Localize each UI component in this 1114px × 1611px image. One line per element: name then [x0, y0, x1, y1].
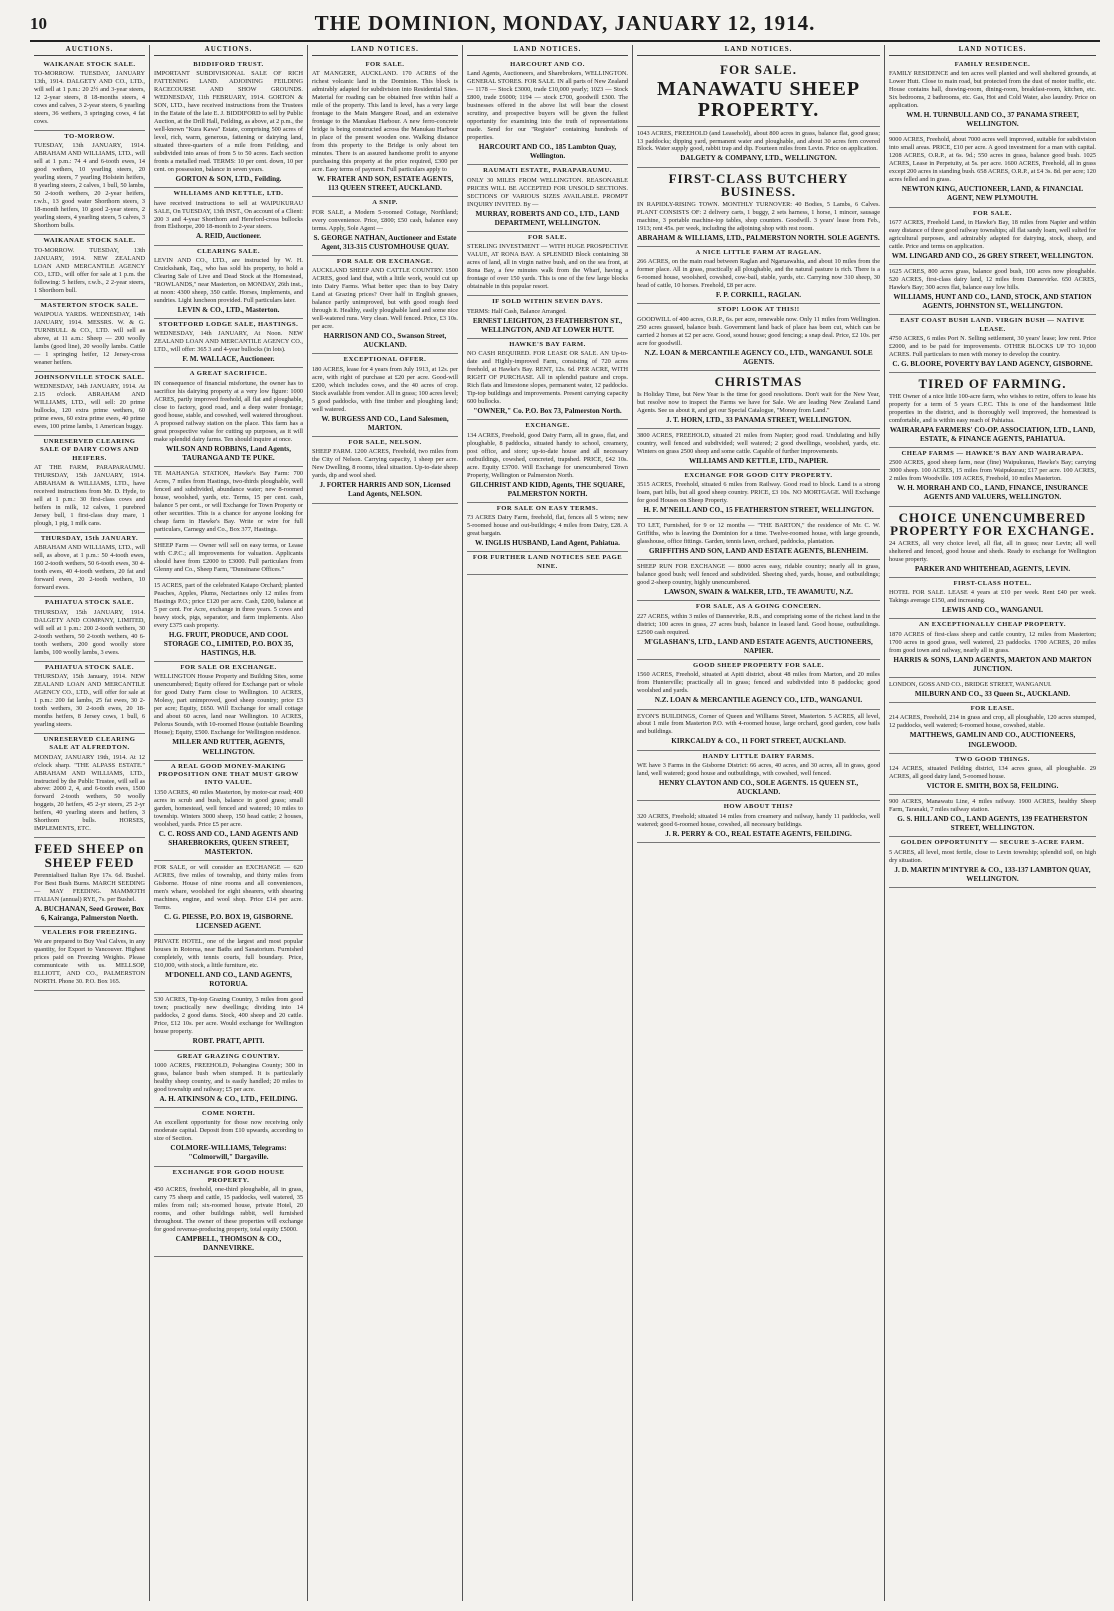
ad-title: A REAL GOOD MONEY-MAKING PROPOSITION ONE THAT MUST GROW INTO VALUE.	[158, 762, 299, 787]
ad-body: TUESDAY, 13th JANUARY, 1914. ABRAHAM AND WILLIAMS, LTD., will sell at 1 p.m.: 74 4 and 6-tooth ewes, 14 good wethers, 10 yearling steers, 20 yearling steers, 7 yearling Holstein heifers, 8 yearling steers, 2 calves, 1 bull, 50 lambs, 50 2-tooth wethers, 20 2-year heifers, r.w.b., 13 good water Shorthorn steers, 3 18-month heifers, 10 good 2-year steers, 2 yearling steers, 4 yearling steers, 5 calves, 3 Shorthorn bulls.	[34, 142, 145, 230]
ad-body: ABRAHAM AND WILLIAMS, LTD., will sell, as above, at 1 p.m.: 50 4-tooth ewes, 160 2-tooth wethers, 50 6-tooth ewes, 30 4-tooth ewes, 40 4-tooth wethers, 20 fat and forward ewes, 20 2-tooth wethers, 10 forward ewes.	[34, 544, 145, 592]
advertisement	[154, 539, 303, 579]
ad-title: STOP! LOOK AT THIS!!	[717, 306, 800, 314]
ad-title: FOR SALE.	[973, 209, 1012, 217]
advertiser-name: J. T. HORN, LTD., 33 PANAMA STREET, WELLINGTON.	[665, 415, 852, 424]
advertisement	[154, 662, 303, 761]
advertisement	[154, 59, 303, 188]
advertisement	[637, 127, 880, 168]
advertisement	[34, 597, 145, 661]
advertisement	[889, 703, 1096, 754]
advertisement	[154, 935, 303, 993]
column-3	[308, 45, 463, 1601]
advertisement	[889, 795, 1096, 837]
ad-body: AT MANGERE, AUCKLAND. 170 ACRES of the richest volcanic land in the Dominion. This block is admirably adapted for subdivision into Residential Sites. Material for roading can be obtained free within half a mile of the property. This land is level, has a very large frontage to the Main Mangere Road, and an extensive frontage to the Manukau Harbour. A new ferro-concrete bridge is being constructed across the Manukau Harbour in place of the present wooden one. Walking distance from this property to the Bridge is only about ten minutes. There is an assured handsome profit to anyone purchasing this property at the price required, £300 per acre. Easy terms of payment. Full particulars apply to	[312, 70, 458, 174]
advertiser-name: WILSON AND ROBBINS, Land Agents, TAURANGA AND TE PUKE.	[165, 444, 291, 462]
ad-body: 2500 ACRES, good sheep farm, near (fine) Waipukurau, Hawke's Bay; carrying 3000 sheep. 100 ACRES, 15 miles from Waipukurau; £17 per acre. 100 ACRES, 2 miles from Woodville. 109 ACRES, Freehold, 10 miles Masterton.	[889, 459, 1096, 483]
advertiser-name: C. G. BLOORE, POVERTY BAY LAND AGENCY, GISBORNE.	[892, 359, 1093, 368]
advertisement	[637, 601, 880, 660]
ad-body: 266 ACRES, on the main road between Raglan and Ngaruawahia, and about 10 miles from the former place. All in grass, practically all ploughable, and the natural pasture is rich. There is a 6-roomed house, woolshed, cowshed, cow-bail, stable, yards, etc. Carrying now 310 sheep, 30 head of cattle, 10 horses. Freehold, £8 per acre.	[637, 258, 880, 290]
ad-body: WAIPOUA YARDS. WEDNESDAY, 14th JANUARY, 1914. MESSRS. W. & G. TURNBULL & CO., LTD. will sell as above, at 11 a.m.: Sheep — 200 woolly lambs (good line), 20 woolly lambs. Cattle — 1 springing heifer, 12 Jersey-cross weaner heifers.	[34, 310, 145, 366]
ad-body: 3800 ACRES, FREEHOLD, situated 21 miles from Napier; good road. Undulating and hilly country, well fenced and subdivided; well watered; 2 good dwellings, woolshed, yards, etc. Winters on grass 2500 sheep and some cattle. Capable of further improvements.	[637, 431, 880, 455]
ad-title: FOR SALE OR EXCHANGE.	[180, 664, 277, 672]
advertisement	[154, 368, 303, 467]
column-2	[150, 45, 308, 1601]
advertisement	[467, 552, 628, 575]
ad-title: A SNIP.	[372, 199, 398, 207]
advertisement	[637, 304, 880, 371]
ad-title: FOR SALE.	[365, 60, 405, 68]
advertiser-name: MATTHEWS, GAMLIN AND CO., AUCTIONEERS, INGLEWOOD.	[909, 731, 1076, 749]
ad-title: EXCHANGE.	[525, 422, 570, 430]
ad-body: NO CASH REQUIRED. FOR LEASE OR SALE. AN Up-to-date and Highly-improved Farm, consisting of 720 acres freehold, at Hawke's Bay. RENT, 12s. 6d. PER ACRE, WITH RIGHT OF PURCHASE. All in splendid pasture and crops. Rich flats and limestone slopes, permanent water, 12 paddocks. Tip-top buildings and improvements. Present carrying capacity 600 bullocks.	[467, 350, 628, 406]
advertiser-name: M'GLASHAN'S, LTD., LAND AND ESTATE AGENTS, AUCTIONEERS, NAPIER.	[644, 637, 873, 655]
ad-title: AN EXCEPTIONALLY CHEAP PROPERTY.	[919, 621, 1066, 629]
ad-title: EXCHANGE FOR GOOD CITY PROPERTY.	[684, 471, 833, 479]
ad-body: 3515 ACRES, Freehold, situated 6 miles from Railway. Good road to block. Land is a strong loam, part hills, but all good sheep country. PRICE, £3 10s. NO MORTGAGE. Will Exchange for good Houses on Sheep Property.	[637, 481, 880, 505]
ad-body: TE MAHANGA STATION, Hawke's Bay Farm: 700 Acres, 7 miles from Hastings, two-thirds ploughable, well fenced and subdivided, abundance water; new 8-roomed house, woolshed, yards, etc. Terms, 15 per cent. cash, balance 5 per cent., or will Exchange for Town Property or other securities. This is a chance for anyone looking for cheap farm in Hawke's Bay. Write or wire for full particulars, Carnegy and Co., Box 377, Hastings.	[154, 469, 303, 533]
advertiser-name: CAMPBELL, THOMSON & CO., DANNEVIRKE.	[175, 1235, 282, 1253]
ad-title: GREAT GRAZING COUNTRY.	[177, 1052, 280, 1060]
advertisement	[312, 256, 458, 355]
ad-body: IMPORTANT SUBDIVISIONAL SALE OF RICH FATTENING LAND. ADJOINING FEILDING RACECOURSE AND SHOW GROUNDS. WEDNESDAY, 11th FEBRUARY, 1914. GORTON & SON, LTD., have received instructions from the Trustees in the Estate of the late E. J. BIDDIFORD to sell by Public Auction, at the Drill Hall, Feilding, as above, at 2 p.m., the well-known "Kura Kawa" Estate, comprising 500 acres of level, rich, warm, generous, fattening or dairying land, situated three-quarters of a mile from Feilding, and subdivided into areas of from 5 to 50 acres. Each section fronts a metalled road. TERMS: 10 per cent. down, 10 per cent. on possession, balance in seven years.	[154, 70, 303, 174]
advertisement	[154, 1051, 303, 1108]
ad-title: CLEARING SALE.	[196, 247, 261, 255]
ad-title: TWO GOOD THINGS.	[955, 755, 1030, 763]
ad-body: 5 ACRES, all level, most fertile, close to Levin township; splendid soil, on high dry situation.	[889, 848, 1096, 864]
advertisement	[889, 507, 1096, 578]
advertisement	[637, 519, 880, 560]
ad-title: FOR SALE, AS A GOING CONCERN.	[695, 603, 822, 611]
ad-body: HOTEL FOR SALE. LEASE 4 years at £10 per week. Rent £40 per week. Takings average £150, and increasing.	[889, 589, 1096, 605]
advertisement	[34, 838, 145, 927]
ad-body: AUCKLAND SHEEP AND CATTLE COUNTRY. 1500 ACRES, good land that, with a little work, would cut up into Dairy Farms. What better spec than to buy Dairy Land at Grazing prices? Over half in English grasses, balance partly unimproved, but with good rough feed through it. Healthy, easily ploughable land and some nice well-watered runs. Very clean. Well fenced. Price, £3 10s. per acre.	[312, 267, 458, 331]
advertiser-name: H. F. M'NEILL AND CO., 15 FEATHERSTON STREET, WELLINGTON.	[643, 506, 874, 515]
advertiser-name: WAIRARAPA FARMERS' CO-OP. ASSOCIATION, LTD., LAND, ESTATE, & FINANCE AGENTS, PAHIATUA.	[889, 425, 1096, 443]
advertiser-name: MURRAY, ROBERTS AND CO., LTD., LAND DEPARTMENT, WELLINGTON.	[475, 209, 620, 227]
advertiser-name: F. P. CORKILL, RAGLAN.	[715, 291, 802, 300]
advertisement	[154, 579, 303, 662]
advertiser-name: VICTOR E. SMITH, BOX 58, FEILDING.	[926, 782, 1059, 791]
column-5	[633, 45, 885, 1601]
advertisement	[889, 619, 1096, 678]
ad-body: MONDAY, JANUARY 19th, 1914. At 12 o'clock sharp. "THE ALPASS ESTATE." ABRAHAM AND WILLIAMS, LTD., instructed by the Public Trustee, will sell as above: 2000 2, 4, and 6-tooth ewes, 1500 forward 2-tooth wethers, 50 woolly hoggets, 20 heifers, 45 2-yr steers, 25 2-yr heifers, 40 yearling steers and heifers, 3 Shorthorn bulls. HORSES, IMPLEMENTS, ETC.	[34, 753, 145, 833]
ad-title: UNRESERVED CLEARING SALE OF DAIRY COWS AND HEIFERS.	[40, 438, 139, 462]
advertisement	[154, 1108, 303, 1167]
advertiser-name: J. R. PERRY & CO., REAL ESTATE AGENTS, FEILDING.	[665, 829, 852, 838]
ad-body: 450 ACRES, freehold, one-third ploughable, all in grass, carry 75 sheep and cattle, 15 paddocks, well watered, 35 miles from rail; six-roomed house, private Hotel, 20 rooms, and other buildings rabbit, well furnished throughout. The owner of these properties will exchange for good revenue-producing property, total equity £5000.	[154, 1186, 303, 1234]
advertisement	[467, 296, 628, 339]
advertiser-name: W. H. MORRAH AND CO., LAND, FINANCE, INSURANCE AGENTS AND VALUERS, WELLINGTON.	[897, 484, 1088, 502]
ad-body: TO LET, Furnished, for 9 or 12 months — "THE BARTON," the residence of Mr. C. W. Griffiths, who is leaving the Dominion for a time. Twelve-roomed house, with large grounds, glasshouse, office fittings. Garden, tennis lawn, orchard, paddocks, plantation.	[637, 522, 880, 546]
ad-body: An excellent opportunity for those now receiving only moderate capital. Deposit from £10 upwards, according to size of Section.	[154, 1119, 303, 1143]
ad-title: HANDY LITTLE DAIRY FARMS.	[702, 752, 815, 760]
ad-body: Perennialised Italian Rye 17s. 6d. Bushel. For Best Bush Burns. MARCH SEEDING — MAY FEEDING. MAMMOTH ITALIAN (annual) RYE, 7s. per Bushel.	[34, 871, 145, 903]
advertisement	[467, 232, 628, 296]
ad-title: TIRED OF FARMING.	[918, 376, 1067, 392]
ad-body: 24 ACRES, all very choice level, all flat, all in grass; near Levin; all well sheltered and fenced, good house and sheds. Ready to exchange for Wellington house property.	[889, 539, 1096, 563]
advertiser-name: MANAWATU SHEEP PROPERTY.	[656, 77, 861, 121]
ad-body: TERMS: Half Cash, Balance Arranged.	[467, 307, 567, 315]
advertiser-name: S. GEORGE NATHAN, Auctioneer and Estate Agent, 313-315 CUSTOMHOUSE QUAY.	[313, 233, 457, 251]
advertiser-name: PARKER AND WHITEHEAD, AGENTS, LEVIN.	[914, 564, 1071, 573]
advertisement	[312, 354, 458, 437]
ad-body: Is Holiday Time, but New Year is the time for good resolutions. Don't wait for the New Year, but resolve now to inspect the Farms we have for Sale. We are leading New Zealand Land Agents. See us about it, and get our Special Catalogue, "Money from Land."	[637, 390, 880, 414]
ad-title: HAWKE'S BAY FARM.	[509, 340, 586, 348]
advertisement	[312, 59, 458, 197]
advertisement	[637, 660, 880, 709]
advertiser-name: LEVIN & CO., LTD., Masterton.	[177, 305, 280, 314]
advertisement	[889, 315, 1096, 373]
ad-title: HARCOURT AND CO.	[510, 60, 585, 68]
ad-body: 227 ACRES, within 3 miles of Dannevirke, R.B., and comprising some of the richest land in the district; 100 acres in grass, 27 acres bush, balance in leased land. Good house, outbuildings. £2500 cash required.	[637, 612, 880, 636]
ad-body: 320 ACRES, Freehold; situated 14 miles from creamery and railway, handy 11 paddocks, well watered; good 6-roomed house, cowshed, all necessary buildings.	[637, 812, 880, 828]
advertiser-name: N.Z. LOAN & MERCANTILE AGENCY CO., LTD., WANGANUI. SOLE AGENTS.	[644, 348, 873, 366]
column-heading: AUCTIONS.	[34, 45, 145, 56]
ad-title: GOLDEN OPPORTUNITY — SECURE 3-ACRE FARM.	[900, 839, 1085, 847]
ad-body: FOR SALE, a Modern 5-roomed Cottage, Northland; every convenience. Price, £800; £50 cash, balance easy terms. Apply, Sole Agent —	[312, 208, 458, 232]
advertiser-name: GORTON & SON, LTD., Feilding.	[175, 175, 282, 184]
advertiser-name: M'DONELL AND CO., LAND AGENTS, ROTORUA.	[165, 971, 292, 989]
ad-title: FOR SALE.	[720, 61, 797, 77]
ad-title: FIRST-CLASS BUTCHERY BUSINESS.	[668, 170, 849, 200]
advertiser-name: WM. LINGARD AND CO., 26 GREY STREET, WELLINGTON.	[891, 251, 1094, 260]
advertiser-name: LEWIS AND CO., WANGANUI.	[942, 606, 1043, 615]
ad-title: PAHIATUA STOCK SALE.	[45, 599, 134, 607]
advertisement	[154, 761, 303, 861]
ad-title: FIRST-CLASS HOTEL.	[953, 579, 1032, 587]
column-heading: LAND NOTICES.	[637, 45, 880, 56]
ad-title: WAIKANAE STOCK SALE.	[43, 237, 136, 245]
advertisement	[34, 372, 145, 436]
advertiser-name: C. G. PIESSE, P.O. BOX 19, GISBORNE. LICENSED AGENT.	[164, 912, 293, 931]
advertiser-name: HARRIS & SONS, LAND AGENTS, MARTON AND MARTON JUNCTION.	[893, 655, 1092, 673]
advertisement	[34, 734, 145, 839]
ad-body: 1560 ACRES, Freehold, situated at Apiti district, about 48 miles from Marton, and 20 miles from Hunterville; practically all in grass; fenced and subdivided into 8 paddocks; good woolshed and yards.	[637, 671, 880, 695]
ad-title: CHRISTMAS	[714, 373, 803, 389]
advertiser-name: KIRKCALDY & CO., 11 FORT STREET, AUCKLAND.	[671, 737, 846, 746]
ad-body: TO-MORROW. TUESDAY, 13th JANUARY, 1914. NEW ZEALAND LOAN AND MERCANTILE AGENCY CO., LTD., will offer for sale at 1 p.m. the following: 5 heifers, r.w.b., 2 2-year steers, 1 Shorthorn bull.	[34, 246, 145, 294]
advertiser-name: G. S. HILL AND CO., LAND AGENTS, 139 FEATHERSTON STREET, WELLINGTON.	[897, 815, 1088, 833]
ad-title: RAUMATI ESTATE, PARAPARAUMU.	[483, 167, 612, 175]
ad-body: LEVIN AND CO., LTD., are instructed by W. H. Cruickshank, Esq., who has sold his property, to hold a Clearing Sale of Live and Dead Stock at the Homestead, "ROWLANDS," near Masterton, on MONDAY, 26th inst., at noon: 4300 sheep, 350 cattle. Horses, implements, and sundries. Light luncheon provided. Full particulars later.	[154, 256, 303, 304]
ad-title: A GREAT SACRIFICE.	[189, 370, 268, 378]
advertisement	[637, 371, 880, 429]
advertisement	[34, 927, 145, 991]
ad-body: STERLING INVESTMENT — WITH HUGE PROSPECTIVE VALUE, AT RONA BAY. A SPLENDID Block containing 38 acres of land, all in virgin native bush, and on the sea front, at Rona Bay, a few minutes walk from the Wharf, having a frontage of over 150 yards. This is one of the few large blocks obtainable in this popular resort.	[467, 243, 628, 291]
ad-title: CHOICE UNENCUMBERED PROPERTY FOR EXCHANGE.	[890, 509, 1095, 539]
ad-title: COME NORTH.	[201, 1109, 256, 1117]
ad-title: TO-MORROW.	[64, 133, 115, 141]
ad-body: ONLY 30 MILES FROM WELLINGTON. REASONABLE PRICES WILL BE ACCEPTED FOR UNSOLD SECTIONS. SECTIONS OF VARIOUS SIZES AVAILABLE. PROMPT INQUIRY INVITED. By —	[467, 176, 628, 208]
advertisement	[467, 59, 628, 166]
advertiser-name: W. FRATER AND SON, ESTATE AGENTS, 113 QUEEN STREET, AUCKLAND.	[316, 175, 454, 193]
advertisement	[34, 235, 145, 299]
ad-body: WELLINGTON House Property and Building Sites, some unencumbered; Equity offered for Exchange part or whole for good Dairy Farm close to Wellington. 10 ACRES, Molesy, part unimproved, good sheep country; price £3 per acre; Equity, £650. Will Exchange for small cottage and about 60 acres, land near Wellington. 10 ACRES, Pelorus Sounds, with 10-roomed House (suitable Boarding House); Equity, £500. Exchange for Wellington residence.	[154, 673, 303, 737]
ad-title: STORTFORD LODGE SALE, HASTINGS.	[158, 321, 299, 329]
ad-body: 530 ACRES, Tip-top Grazing Country, 3 miles from good town; practically new dwellings; dividing into 14 paddocks, 2 good dams. Stock, 400 sheep and 20 cattle. Price, £12 10s. per acre. Would exchange for Wellington house property.	[154, 996, 303, 1036]
ad-body: 124 ACRES, situated Feilding district, 134 acres grass, all ploughable. 29 ACRES, all good dairy land, 5-roomed house.	[889, 765, 1096, 781]
ad-body: PRIVATE HOTEL, one of the largest and most popular houses in Rotorua, near Baths and Sanatorium. Furnished completely, with tennis courts, full boundary. Price, £10,000, with stock, a little furniture, etc.	[154, 938, 303, 970]
advertisement	[889, 578, 1096, 619]
advertiser-name: F. M. WALLACE, Auctioneer.	[182, 355, 275, 364]
advertisement	[34, 59, 145, 131]
advertisement	[154, 467, 303, 539]
advertisement	[889, 678, 1096, 703]
ad-body: WE have 3 Farms in the Gisborne District: 66 acres, 40 acres, and 30 acres, all in grass, good land, well watered; good house and outbuildings, with cowshed, well fenced.	[637, 761, 880, 777]
advertiser-name: W. INGLIS HUSBAND, Land Agent, Pahiatua.	[475, 539, 620, 548]
advertiser-name: N.Z. LOAN & MERCANTILE AGENCY CO., LTD., WANGANUI.	[654, 696, 863, 705]
advertisement	[154, 1167, 303, 1258]
ad-body: Land Agents, Auctioneers, and Sharebrokers, WELLINGTON. GENERAL STORES. FOR SALE. IN all parts of New Zealand — 1178 — Stock £3000, trade £10,000 yearly; 1023 — Stock £800, trade £6000; 1194 — stock £700, goodwill £300. The businesses offered in the above list will bear the closest scrutiny, and prospective buyers will be given the fullest opportunity for examining into the truth of representations made. Send for our "Register" containing hundreds of properties.	[467, 70, 628, 142]
ad-title: FAMILY RESIDENCE.	[954, 60, 1031, 68]
ad-body: WEDNESDAY, 14th JANUARY, 1914. At 2.15 o'clock. ABRAHAM AND WILLIAMS, LTD., will sell: 20 prime bullocks, 120 extra prime wethers, 60 prime ewes, 60 extra prime ewes, 40 prime ewes, 100 prime lambs, 1 American buggy.	[34, 383, 145, 431]
advertiser-name: J. D. MARTIN M'INTYRE & CO., 133-137 LAMBTON QUAY, WELLINGTON.	[894, 865, 1091, 883]
advertisement	[889, 208, 1096, 265]
ad-body: 1000 ACRES, FREEHOLD, Pohangina County; 300 in grass, balance bush when stumped. It is particularly healthy sheep country, and is easily handled; 20 miles to good township and railway; £5 per acre.	[154, 1061, 303, 1093]
column-heading: LAND NOTICES.	[467, 45, 628, 56]
advertiser-name: GRIFFITHS AND SON, LAND AND ESTATE AGENTS, BLENHEIM.	[649, 547, 868, 556]
ad-body: 4750 ACRES, 6 miles Port N. Selling settlement, 30 years' lease; low rent. Price £2000, and to be paid for improvements. OTHER BLOCKS UP TO 10,000 ACRES. Full particulars to men with money to develop the country.	[889, 335, 1096, 358]
advertisement	[637, 470, 880, 519]
column-6	[885, 45, 1100, 1601]
advertisement	[889, 754, 1096, 795]
advertisement	[154, 246, 303, 319]
ad-title: FOR LEASE.	[970, 705, 1015, 713]
ad-title: HOW ABOUT THIS?	[723, 803, 794, 811]
ad-body: GOODWILL of 400 acres, O.R.P., 6s. per acre, renewable now. Only 11 miles from Wellington. 250 acres grassed, balance bush. Government land back of place has been cut, which can be carried 2 horses at £2 per acre. Good, sound house; good fencing; a snap deal. Price, £2 10s. per acre for goodwill.	[637, 315, 880, 347]
ad-title: EXCHANGE FOR GOOD HOUSE PROPERTY.	[172, 1168, 285, 1184]
advertisement	[34, 533, 145, 597]
advertisement	[889, 59, 1096, 134]
advertisement	[889, 265, 1096, 315]
advertiser-name: HARCOURT AND CO., 185 Lambton Quay, Wellington.	[478, 143, 617, 161]
advertiser-name: WILLIAMS, HUNT AND CO., LAND, STOCK, AND STATION AGENTS, JOHNSTON ST., WELLINGTON.	[893, 293, 1092, 311]
advertiser-name: COLMORE-WILLIAMS, Telegrams: "Colmorwill," Dargaville.	[170, 1144, 287, 1162]
advertisement	[312, 197, 458, 256]
advertiser-name: WILLIAMS AND KETTLE, LTD., NAPIER.	[688, 456, 829, 465]
ad-title: FOR SALE, NELSON.	[348, 438, 422, 446]
advertisement	[34, 131, 145, 235]
advertiser-name: DALGETY & COMPANY, LTD., WELLINGTON.	[680, 154, 837, 163]
ad-title: FOR SALE.	[528, 233, 567, 241]
advertiser-name: MILBURN AND CO., 33 Queen St., AUCKLAND.	[914, 689, 1071, 698]
advertiser-name: ROBT. PRATT, APITI.	[192, 1037, 265, 1046]
ad-body: THURSDAY, 15th January, 1914. NEW ZEALAND LOAN AND MERCANTILE AGENCY CO., LTD., will offer for sale at 1 p.m.: 200 fat lambs, 25 fat ewes, 30 2-tooth wethers, 30 2-tooth ewes, 20 18-months heifers, 8 Jersey cows, 1 bull, 6 yearling steers.	[34, 672, 145, 728]
advertisement	[889, 373, 1096, 448]
advertisement	[154, 319, 303, 368]
advertisement	[312, 437, 458, 504]
advertisement	[467, 420, 628, 503]
advertisement	[154, 993, 303, 1050]
ad-title: PAHIATUA STOCK SALE.	[45, 663, 134, 671]
ad-title: GOOD SHEEP PROPERTY FOR SALE.	[692, 662, 825, 670]
ad-body: 134 ACRES, Freehold, good Dairy Farm, all in grass, flat, and ploughable, 8 paddocks, situated handy to school, creamery, post office, and store; up-to-date house and all necessary outbuildings, cowshed, concreted, trapshed. PRICE, £42 10s. acre. Equity £3700. Will Exchange for unencumbered Town Property, Wellington or Palmerston North.	[467, 431, 628, 479]
advertiser-name: H.G. FRUIT, PRODUCE, AND COOL STORAGE CO., LIMITED, P.O. BOX 35, HASTINGS, H.B.	[163, 630, 294, 657]
ad-body: 1350 ACRES, 40 miles Masterton, by motor-car road; 400 acres in scrub and bush, balance in good grass; small garden, homestead, well fenced and watered; 10 miles to township. Winters 3000 sheep, 150 head cattle; 2 houses, woolshed, yards. Price £5 per acre.	[154, 788, 303, 828]
ad-body: IN RAPIDLY-RISING TOWN. MONTHLY TURNOVER: 40 Bodies, 5 Lambs, 6 Calves. PLANT CONSISTS OF: 2 delivery carts, 1 buggy, 2 sets harness, 1 horse, 1 mincer, sausage machine, 3 portable machine-top tables, shop counters. Goodwill. 3 years' lease from Feb., 1913; rent 45s. per week, including the adjoining shop with rest room.	[637, 200, 880, 232]
advertisement	[467, 503, 628, 552]
advertiser-name: HENRY CLAYTON AND CO., SOLE AGENTS. 15 QUEEN ST., AUCKLAND.	[658, 778, 859, 797]
column-heading: LAND NOTICES.	[312, 45, 458, 56]
ad-body: FOR SALE, or will consider an EXCHANGE — 620 ACRES, five miles of township, and thirty miles from Gisborne. House of nine rooms and all conveniences, men's whare, woolshed for eight shearers, with shearing machines, engine, and wool shop. Price £14 per acre. Terms.	[154, 864, 303, 911]
advertiser-name: J. FORTER HARRIS AND SON, Licensed Land Agents, NELSON.	[319, 481, 451, 499]
ad-body: IN consequence of financial misfortune, the owner has to sacrifice his dairying property at a very low figure: 1000 ACRES, partly improved freehold, all flat and ploughable, close to factory, good road, and a deep water frontage; good house, stable, and cowshed, well watered throughout. A proposed railway station on the place. This farm has a great prospective value for cutting up purposes, as it will make splendid dairy farms. Ten should inquire at once.	[154, 379, 303, 443]
ad-body: 900 ACRES, Manawatu Line, 4 miles railway. 1900 ACRES, healthy Sheep Farm, Taranaki, 7 miles railway station.	[889, 798, 1096, 814]
advertiser-name: A. BUCHANAN, Seed Grower, Box 6, Kairanga, Palmerston North.	[35, 904, 144, 922]
advertisement	[889, 133, 1096, 207]
advertiser-name: LAWSON, SWAIN & WALKER, LTD., TE AWAMUTU, N.Z.	[664, 588, 853, 597]
advertisement	[637, 168, 880, 247]
ad-body: WEDNESDAY, 14th JANUARY, At Noon. NEW ZEALAND LOAN AND MERCANTILE AGENCY CO., LTD., will offer: 365 3 and 4-year bullocks (in lots).	[154, 330, 303, 354]
ad-body: THURSDAY, 15th JANUARY, 1914. DALGETY AND COMPANY, LIMITED, will sell at 1 p.m.: 200 2-tooth wethers, 30 2-tooth wethers, 50 2-tooth wethers, 40 6-tooth wethers, 200 good woolly store lambs, 100 woolly lambs, 3 ewes.	[34, 608, 145, 656]
advertisement	[637, 801, 880, 842]
advertisement	[467, 339, 628, 420]
advertiser-name: A. H. ATKINSON & CO., LTD., FEILDING.	[159, 1094, 298, 1103]
ad-title: FOR FURTHER LAND NOTICES SEE PAGE NINE.	[472, 554, 623, 570]
ad-title: EXCEPTIONAL OFFER.	[343, 356, 427, 364]
advertiser-name: A. REID, Auctioneer.	[195, 232, 262, 241]
ad-title: JOHNSONVILLE STOCK SALE.	[34, 373, 145, 381]
columns	[30, 45, 1100, 1601]
advertiser-name: HARRISON AND CO., Swanson Street, AUCKLAND.	[323, 332, 447, 350]
advertiser-name: MILLER AND RUTTER, AGENTS, WELLINGTON.	[172, 738, 285, 756]
ad-body: 9000 ACRES, Freehold, about 7000 acres well improved, suitable for subdivision into small areas. PRICE, £10 per acre. A good investment for a man with capital. 1208 ACRES, O.R.P., at 6s. 9d.; 550 acres in grass, balance good bush. 1025 ACRES, Lease in Perpetuity, at 5s. per acre. 1600 ACRES, Freehold, all in grass except 200 acres in standing bush. 658 ACRES, O.R.P., at £4 3s. 8d. per acre; 120 acres felled and in grass.	[889, 136, 1096, 184]
advertisement	[467, 165, 628, 232]
ad-body: THE Owner of a nice little 100-acre farm, who wishes to retire, offers to lease his property for a term of 5 years C.P.C. This is one of the handsomest little properties in the district, and is thoroughly well improved, the homestead is comfortable, and is within easy reach of Pahiatua.	[889, 392, 1096, 424]
column-heading: LAND NOTICES.	[889, 45, 1096, 56]
ad-body: SHEEP Farm — Owner will sell on easy terms, or Lease with C.P.C.; all improvements for valuation. Applicants should have from £2000 to £3000. Full particulars from Glenny and Co., Sheep Farm, "Dunsinane Offices."	[154, 541, 303, 573]
ad-title: WAIKANAE STOCK SALE.	[43, 60, 136, 68]
ad-body: We are prepared to Buy Veal Calves, in any quantity, for Export to Vancouver. Highest prices paid on Freezing Weights. Please communicate with us. MELLSOP, ELLIOTT, AND CO., PALMERSTON NORTH. Phone 30. P.O. Box 165.	[34, 938, 145, 986]
ad-title: UNRESERVED CLEARING SALE AT ALFREDTON.	[43, 735, 136, 752]
page-number: 10	[30, 14, 47, 33]
advertisement	[154, 188, 303, 245]
advertiser-name: ERNEST LEIGHTON, 23 FEATHERSTON ST., WELLINGTON, AND AT LOWER HUTT.	[472, 316, 623, 334]
ad-body: AT THE FARM, PARAPARAUMU. THURSDAY, 15th JANUARY, 1914. ABRAHAM & WILLIAMS, LTD., have received instructions from Mr. D. Hyde, to sell at 1 p.m.: 30 first-class cows and heifers in milk, 12 calves, 1 purebred Jersey bull, 1 first-class dray mare, 1 plough, 1 pig, 1 milk cans.	[34, 464, 145, 528]
advertisement	[637, 247, 880, 304]
ad-body: SHEEP FARM. 1200 ACRES, Freehold, two miles from the City of Nelson. Carrying capacity, 1 sheep per acre. New Dwelling, 8 rooms, ideal situation. Up-to-date sheep yards, dip and wool shed.	[312, 448, 458, 480]
advertisement	[637, 560, 880, 601]
ad-title: WILLIAMS AND KETTLE, LTD.	[173, 190, 284, 198]
ad-body: 180 ACRES, lease for 4 years from July 1913, at 12s. per acre, with right of purchase at £20 per acre. Good-will £200, which includes cows, and the 40 acres of crop. Stock available from vendor. All in grass; 100 acres level; 5 good paddocks, with fine timber and ploughing land; well watered.	[312, 365, 458, 413]
ad-title: A NICE LITTLE FARM AT RAGLAN.	[695, 248, 822, 256]
advertiser-name: W. BURGESS AND CO., Land Salesmen, MARTON.	[321, 414, 449, 432]
newspaper-title: THE DOMINION, MONDAY, JANUARY 12, 1914.	[314, 11, 816, 35]
advertisement	[34, 436, 145, 533]
ad-title: MASTERTON STOCK SALE.	[40, 301, 139, 309]
column-1	[30, 45, 150, 1601]
ad-body: LONDON, GOSS AND CO., BRIDGE STREET, WANGANUI.	[889, 681, 1052, 688]
advertiser-name: ABRAHAM & WILLIAMS, LTD., PALMERSTON NORTH. SOLE AGENTS.	[637, 233, 880, 242]
advertisement	[154, 861, 303, 935]
ad-body: FAMILY RESIDENCE and ten acres well planted and well sheltered grounds, at Lower Hutt. Close to main road, but protected from the dust of motor traffic, etc. House contains hall, drawing-room, dining-room, breakfast-room, kitchen, etc. Six bedrooms, 2 bathrooms, etc. Gas, Hot and Cold Water, also laundry. Price on application.	[889, 70, 1096, 110]
advertisement	[34, 300, 145, 372]
ad-body: TO-MORROW. TUESDAY, JANUARY 13th, 1914. DALGETY AND CO., LTD., will sell at 1 p.m.: 20 2½ and 3-year steers, 12 2-year steers, 8 18-months steers, 4 cows and calves, 3 2-year steers, 6 yearling steers, 36 wethers, 3 springing cows, 4 fat cows.	[34, 70, 145, 126]
ad-title: BIDDIFORD TRUST.	[193, 60, 264, 68]
advertiser-name: NEWTON KING, AUCTIONEER, LAND, & FINANCIAL AGENT, NEW PLYMOUTH.	[901, 185, 1084, 203]
ad-body: 1870 ACRES of first-class sheep and cattle country, 12 miles from Masterton; 1700 acres in good grass, well watered, 23 paddocks. 1700 ACRES, 20 miles from good town and railway, nearly all in grass.	[889, 630, 1096, 654]
advertiser-name: WM. H. TURNBULL AND CO., 37 PANAMA STREET, WELLINGTON.	[906, 111, 1079, 129]
ad-body: 73 ACRES Dairy Farm, freehold, flat, fences all 5 wires; new 5-roomed house and out-buildings; 4 miles from Dairy, £28. A great bargain.	[467, 514, 628, 538]
advertiser-name: C. C. ROSS AND CO., LAND AGENTS AND SHAREBROKERS, QUEEN STREET, MASTERTON.	[158, 829, 299, 856]
advertisement	[637, 429, 880, 470]
ad-body: SHEEP RUN FOR EXCHANGE — 8000 acres easy, ridable country; nearly all in grass, balance good bush; well fenced and subdivided. Sheeing shed, yards, house, and outbuildings; good 2-sheep country, highly unencumbered.	[637, 563, 880, 587]
ad-title: VEALERS FOR FREEZING.	[42, 928, 137, 936]
advertisement	[637, 751, 880, 802]
ad-title: THURSDAY, 15th JANUARY.	[40, 535, 139, 543]
ad-body: 15 ACRES, part of the celebrated Kaiapo Orchard; planted Peaches, Apples, Plums, Nectarines only 12 miles from Hastings P.O.; price £120 per acre. Cash, £200, balance at 5 per cent. For Acre, exchange in three years. 5 cows and heavy stock, pigs, separator, and farm implements. Also every £375 cash property.	[154, 581, 303, 629]
ad-body: 1677 ACRES, Freehold Land, in Hawke's Bay, 18 miles from Napier and within easy distance of three good railway townships; all flat sandy loam, well sulted for agricultural purposes, and admirably adapted for dairying, stock, sheep, and cattle. Price and terms on application.	[889, 218, 1096, 250]
advertisement	[889, 837, 1096, 888]
ad-body: EYON'S BUILDINGS, Corner of Queen and Williams Street, Masterton. 5 ACRES, all level, about 1 mile from Masterton P.O. with 4-roomed house, large orchard, good garden, cow bails and buildings.	[637, 712, 880, 736]
ad-title: FEED SHEEP on SHEEP FEED	[34, 841, 145, 871]
advertiser-name: "OWNER," Co. P.O. Box 73, Palmerston North.	[473, 407, 622, 416]
ad-title: CHEAP FARMS — HAWKE'S BAY AND WAIRARAPA.	[901, 449, 1084, 457]
ad-body: 214 ACRES, Freehold, 214 in grass and crop, all ploughable, 120 acres stumped, 12 paddocks, well watered; 6-roomed house, cowshed, stable.	[889, 714, 1096, 730]
advertisement	[637, 59, 880, 127]
ad-body: 1625 ACRES, 800 acres grass, balance good bush, 100 acres now ploughable. 520 ACRES, first-class dairy land, 12 miles from Dannevirke. 650 ACRES, Hawke's Bay; 300 acres flat, balance easy low hills.	[889, 268, 1096, 292]
advertisement	[34, 662, 145, 734]
ad-body: have received instructions to sell at WAIPUKURAU SALE, On TUESDAY, 13th INST., On account of a Client: 200 3 and 4-year Shorthorn and Hereford-cross bullocks from Elsthorpe, 200 18-month to 2-year steers.	[154, 199, 303, 231]
advertisement	[889, 448, 1096, 507]
ad-title: EAST COAST BUSH LAND. VIRGIN BUSH — NATIVE LEASE.	[900, 317, 1085, 333]
advertiser-name: GILCHRIST AND KIDD, Agents, THE SQUARE, PALMERSTON NORTH.	[470, 480, 625, 498]
ad-title: FOR SALE OR EXCHANGE.	[336, 257, 434, 265]
advertisement	[637, 710, 880, 751]
ad-title: FOR SALE ON EASY TERMS.	[496, 504, 599, 512]
column-heading: AUCTIONS.	[154, 45, 303, 56]
column-4	[463, 45, 633, 1601]
ad-title: IF SOLD WITHIN SEVEN DAYS.	[492, 298, 603, 306]
ad-body: 1043 ACRES, FREEHOLD (and Leasehold), about 800 acres in grass, balance flat, good grass; 13 paddocks; dipping yard, permanent water and ploughable, and about 30 acres fern covered Block. Water supply good, rabbit trap and dip. Fourteen miles from Levin. Price on application.	[637, 129, 880, 153]
masthead	[30, 8, 1100, 42]
